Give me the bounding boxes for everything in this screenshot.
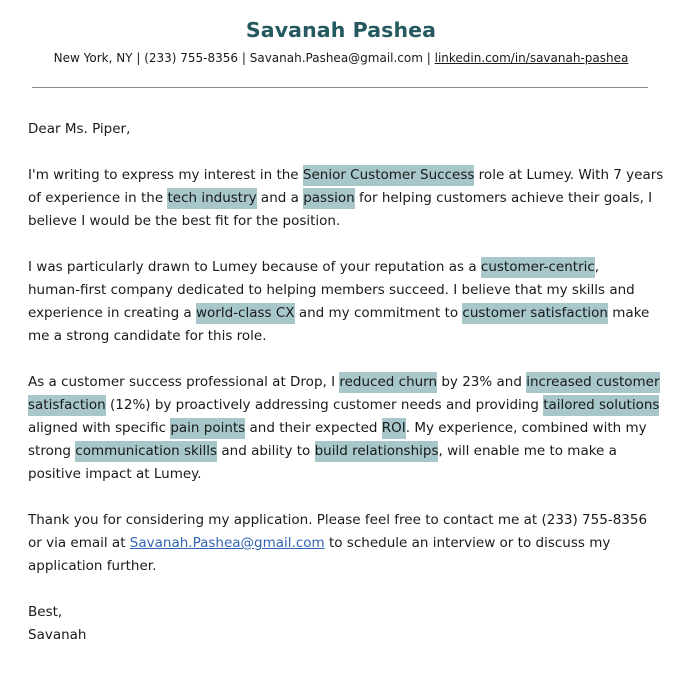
text-line: Thank you for considering my application. Please feel free to contact me at (233) 755-8356 (28, 512, 648, 528)
text-run: make (607, 305, 650, 321)
email-link[interactable]: Savanah.Pashea@gmail.com (129, 535, 325, 551)
text-line (28, 256, 668, 279)
keyword-highlight: tailored solutions (543, 395, 659, 416)
text-run: , will enable me to make a (438, 443, 617, 459)
contact-phone: (233) 755-8356 (144, 51, 239, 65)
linkedin-link[interactable]: linkedin.com/in/savanah-pashea (434, 51, 629, 65)
keyword-highlight: satisfaction (28, 395, 106, 416)
paragraph-experience (28, 371, 668, 486)
text-line (28, 440, 668, 463)
text-run: for helping customers achieve their goals, I (354, 190, 653, 206)
text-run: by 23% and (437, 374, 527, 390)
text-run: role at Lumey. With 7 years (474, 167, 664, 183)
header-divider (32, 87, 648, 88)
keyword-highlight: passion (303, 188, 354, 209)
keyword-highlight: build relationships (315, 441, 439, 462)
text-line: application further. (28, 558, 157, 574)
paragraph-motivation (28, 256, 668, 348)
paragraph-closing (28, 509, 668, 578)
text-line (28, 532, 668, 555)
contact-separator: | (238, 51, 250, 65)
text-run: and a (256, 190, 304, 206)
text-line (28, 302, 668, 325)
contact-line (0, 51, 682, 65)
text-run: strong (28, 443, 76, 459)
text-run: experience in creating a (28, 305, 196, 321)
salutation-block (28, 118, 668, 141)
text-line: human-first company dedicated to helping members succeed. I believe that my skills and (28, 282, 635, 298)
text-line (28, 371, 668, 394)
keyword-highlight: communication skills (75, 441, 217, 462)
paragraph-intro (28, 164, 668, 233)
text-run: . My experience, combined with my (405, 420, 647, 436)
keyword-highlight: world-class CX (196, 303, 295, 324)
text-run: and ability to (217, 443, 315, 459)
text-run: (12%) by proactively addressing customer needs and providing (105, 397, 544, 413)
text-run: , (594, 259, 600, 275)
text-line: believe I would be the best fit for the position. (28, 213, 341, 229)
keyword-highlight: increased customer (526, 372, 659, 393)
text-run: and their expected (245, 420, 382, 436)
text-line (28, 394, 668, 417)
salutation: Dear Ms. Piper, (28, 121, 131, 137)
text-run: of experience in the (28, 190, 168, 206)
text-line (28, 187, 668, 210)
text-line: positive impact at Lumey. (28, 466, 202, 482)
text-line (28, 164, 668, 187)
keyword-highlight: tech industry (167, 188, 256, 209)
keyword-highlight: reduced churn (339, 372, 437, 393)
text-run: I'm writing to express my interest in the (28, 167, 303, 183)
text-line: me a strong candidate for this role. (28, 328, 267, 344)
keyword-highlight: ROI (382, 418, 406, 439)
keyword-highlight: Senior Customer Success (303, 165, 475, 186)
sign-off (28, 601, 668, 647)
keyword-highlight: pain points (170, 418, 245, 439)
text-run: aligned with specific (28, 420, 171, 436)
keyword-highlight: customer satisfaction (462, 303, 608, 324)
text-run: As a customer success professional at Drop, I (28, 374, 340, 390)
text-run: to schedule an interview or to discuss my (324, 535, 611, 551)
contact-separator: | (422, 51, 435, 65)
text-run: and my commitment to (294, 305, 463, 321)
signature: Savanah (28, 627, 87, 643)
text-run: or via email at (28, 535, 130, 551)
keyword-highlight: customer-centric (481, 257, 595, 278)
contact-location: New York, NY (53, 51, 133, 65)
text-line (28, 417, 668, 440)
closing: Best, (28, 604, 63, 620)
contact-separator: | (132, 51, 145, 65)
contact-email[interactable]: Savanah.Pashea@gmail.com (249, 51, 423, 65)
text-run: I was particularly drawn to Lumey because of your reputation as a (28, 259, 481, 275)
applicant-name: Savanah Pashea (245, 18, 437, 42)
